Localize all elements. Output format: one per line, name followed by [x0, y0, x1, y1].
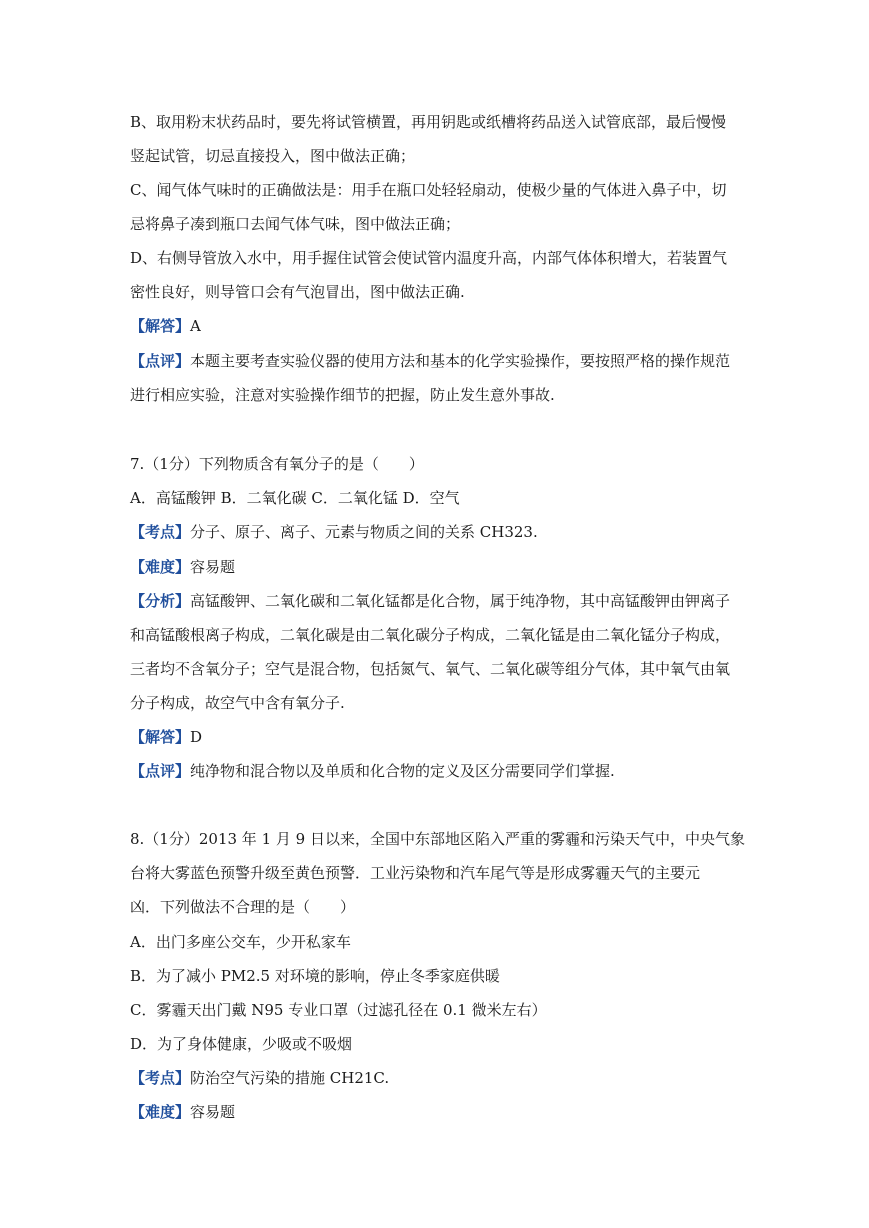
comment-text: 本题主要考查实验仪器的使用方法和基本的化学实验操作，要按照严格的操作规范 — [190, 352, 731, 370]
q6-option-b-line1: B、取用粉末状药品时，要先将试管横置，再用钥匙或纸槽将药品送入试管底部，最后慢慢 — [130, 113, 727, 131]
point-tag: 【考点】 — [130, 1069, 191, 1087]
answer-tag: 【解答】 — [130, 728, 191, 746]
answer-value: A — [190, 317, 201, 335]
q8-stem-line3: 凶．下列做法不合理的是（ ） — [130, 898, 356, 916]
q6-option-d-line1: D、右侧导管放入水中，用手握住试管会使试管内温度升高，内部气体体积增大，若装置气 — [130, 249, 728, 267]
q7-stem: 7.（1分）下列物质含有氧分子的是（ ） — [130, 455, 424, 473]
q6-option-c-line1: C、闻气体气味时的正确做法是：用手在瓶口处轻轻扇动，使极少量的气体进入鼻子中，切 — [130, 181, 727, 199]
q7-analysis-line3: 三者均不含氧分子；空气是混合物，包括氮气、氧气、二氧化碳等组分气体，其中氧气由氧 — [130, 660, 731, 678]
comment-tag: 【点评】 — [130, 762, 191, 780]
q6-option-c-line2: 忌将鼻子凑到瓶口去闻气体气味，图中做法正确； — [130, 215, 461, 233]
q7-analysis-line2: 和高锰酸根离子构成，二氧化碳是由二氧化碳分子构成，二氧化锰是由二氧化锰分子构成， — [130, 626, 731, 644]
q7-comment — [130, 761, 750, 781]
q6-option-b-line2: 竖起试管，切忌直接投入，图中做法正确； — [130, 147, 416, 165]
q8-option-c: C．雾霾天出门戴 N95 专业口罩（过滤孔径在 0.1 微米左右） — [130, 1001, 547, 1019]
comment-tag: 【点评】 — [130, 352, 191, 370]
q8-stem-line1: 8.（1分）2013 年 1 月 9 日以来，全国中东部地区陷入严重的雾霾和污染天气中，中央气象 — [130, 830, 745, 848]
q8-difficulty — [130, 1102, 750, 1122]
answer-tag: 【解答】 — [130, 317, 191, 335]
q7-analysis-line4: 分子构成，故空气中含有氧分子. — [130, 694, 345, 712]
q7-answer — [130, 727, 750, 747]
q6-answer — [130, 316, 750, 336]
q7-point — [130, 522, 750, 542]
answer-value: D — [190, 728, 203, 746]
comment-text: 纯净物和混合物以及单质和化合物的定义及区分需要同学们掌握. — [190, 762, 615, 780]
q7-options: A．高锰酸钾 B．二氧化碳 C．二氧化锰 D．空气 — [130, 489, 460, 507]
difficulty-tag: 【难度】 — [130, 1103, 191, 1121]
q6-comment-line2: 进行相应实验，注意对实验操作细节的把握，防止发生意外事故. — [130, 386, 555, 404]
q8-point — [130, 1068, 750, 1088]
difficulty-text: 容易题 — [190, 1103, 236, 1121]
q7-difficulty — [130, 557, 750, 577]
point-tag: 【考点】 — [130, 523, 191, 541]
analysis-text: 高锰酸钾、二氧化碳和二氧化锰都是化合物，属于纯净物，其中高锰酸钾由钾离子 — [190, 592, 731, 610]
point-text: 防治空气污染的措施 CH21C. — [190, 1069, 390, 1087]
q8-option-d: D．为了身体健康，少吸或不吸烟 — [130, 1035, 353, 1053]
difficulty-tag: 【难度】 — [130, 558, 191, 576]
analysis-tag: 【分析】 — [130, 592, 191, 610]
q8-option-a: A．出门多座公交车，少开私家车 — [130, 933, 351, 951]
point-text: 分子、原子、离子、元素与物质之间的关系 CH323. — [190, 523, 538, 541]
difficulty-text: 容易题 — [190, 558, 236, 576]
q6-comment-line1 — [130, 351, 750, 371]
q8-option-b: B．为了减小 PM2.5 对环境的影响，停止冬季家庭供暖 — [130, 967, 500, 985]
q7-analysis-line1 — [130, 591, 750, 611]
q6-option-d-line2: 密性良好，则导管口会有气泡冒出，图中做法正确. — [130, 283, 465, 301]
q8-stem-line2: 台将大雾蓝色预警升级至黄色预警．工业污染物和汽车尾气等是形成雾霾天气的主要元 — [130, 864, 701, 882]
